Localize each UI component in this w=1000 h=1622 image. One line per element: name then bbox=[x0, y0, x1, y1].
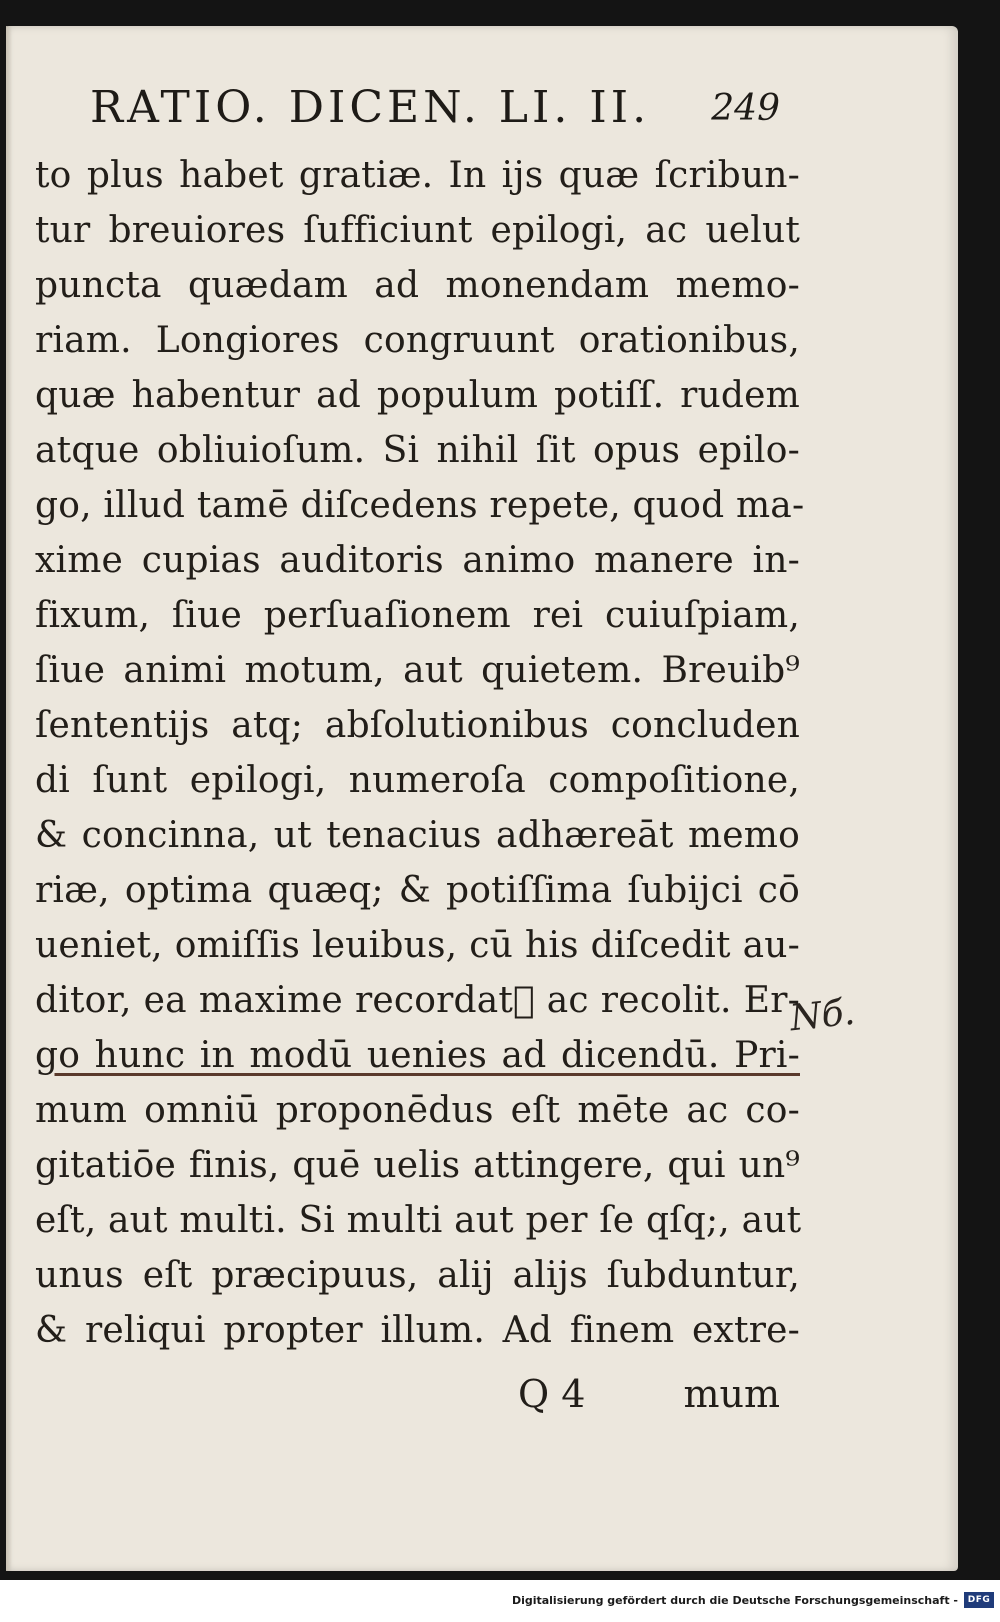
text-line: fixum, ſiue perſuaſionem rei cuiuſpiam, bbox=[35, 595, 800, 636]
text-line: atque obliuioſum. Si nihil ſit opus epilo- bbox=[35, 430, 800, 471]
text-line: tur breuiores ſufficiunt epilogi, ac uelut bbox=[35, 210, 800, 251]
text-line: & reliqui propter illum. Ad finem extre- bbox=[35, 1310, 800, 1351]
text-line: puncta quædam ad monendam memo- bbox=[35, 265, 800, 306]
running-head: RATIO. DICEN. LI. II. bbox=[90, 82, 651, 133]
catchword: mum bbox=[683, 1372, 780, 1416]
digitization-footer bbox=[0, 1590, 1000, 1622]
catchword-line bbox=[518, 1372, 780, 1422]
text-line-underlined: go hunc in modū uenies ad dicendū. Pri- bbox=[35, 1035, 800, 1076]
text-line: ditor, ea maxime recordat᷑ ac recolit. Er- bbox=[35, 980, 800, 1021]
text-line: mum omniū proponēdus eſt mēte ac co- bbox=[35, 1090, 800, 1131]
text-line: & concinna, ut tenacius adhæreāt memo bbox=[35, 815, 800, 856]
text-line: riæ, optima quæq; & potiſſima ſubijci cō bbox=[35, 870, 800, 911]
text-line: gitatiōe finis, quē uelis attingere, qui un⁹ bbox=[35, 1145, 800, 1186]
page-gutter-shadow bbox=[6, 26, 12, 1571]
text-line: ſiue animi motum, aut quietem. Breuib⁹ bbox=[35, 650, 800, 691]
signature-mark: Q 4 bbox=[518, 1372, 586, 1416]
text-line: go, illud tamē diſcedens repete, quod ma- bbox=[35, 485, 805, 526]
page-number: 249 bbox=[711, 88, 780, 129]
text-line: di ſunt epilogi, numeroſa compoſitione, bbox=[35, 760, 800, 801]
text-line: eſt, aut multi. Si multi aut per ſe qſq;, aut bbox=[35, 1200, 802, 1241]
text-line: riam. Longiores congruunt orationibus, bbox=[35, 320, 800, 361]
funding-credit: Digitalisierung gefördert durch die Deutsche Forschungsgemeinschaft - bbox=[511, 1594, 958, 1607]
dfg-logo-icon: DFG bbox=[964, 1592, 994, 1608]
text-line: unus eſt præcipuus, alij alijs ſubduntur, bbox=[35, 1255, 800, 1296]
body-text bbox=[35, 148, 805, 1358]
text-line: to plus habet gratiæ. In ijs quæ ſcribun- bbox=[35, 155, 800, 196]
text-line: ueniet, omiſſis leuibus, cū his diſcedit au- bbox=[35, 925, 800, 966]
text-line: xime cupias auditoris animo manere in- bbox=[35, 540, 800, 581]
text-line: quæ habentur ad populum potiſſ. rudem bbox=[35, 375, 800, 416]
text-line: ſententijs atq; abſolutionibus concluden bbox=[35, 705, 800, 746]
handwritten-margin-note: Nб. bbox=[788, 991, 857, 1040]
page-header bbox=[90, 82, 780, 142]
